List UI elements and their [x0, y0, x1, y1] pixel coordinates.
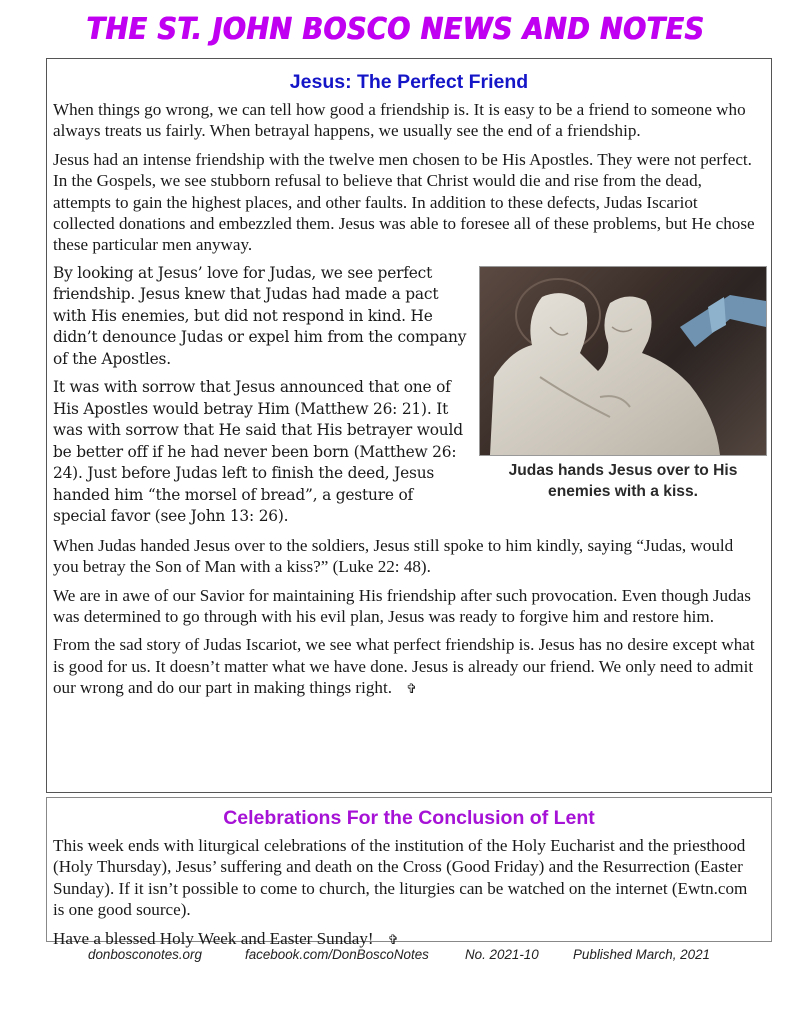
- paragraph: We are in awe of our Savior for maintaining His friendship after such provocation. Even though Judas was determined to go through with his evil plan, Jesus was ready to forgive him and restore him.: [53, 585, 751, 627]
- statue-photo: [479, 266, 767, 456]
- cross-icon: ✞: [387, 932, 399, 948]
- footer-published-date: Published March, 2021: [573, 947, 710, 962]
- paragraph: This week ends with liturgical celebrations of the institution of the Holy Eucharist and the priesthood (Holy Thursday), Jesus’ suffering and death on the Cross (Good Friday) and the Resurrection (Easter Sunday). If it isn’t possible to come to church, the liturgies can be watched on the internet (Ewtn.com is one good source).: [53, 836, 748, 920]
- footer-website-link[interactable]: donbosconotes.org: [88, 947, 202, 962]
- paragraph: When things go wrong, we can tell how good a friendship is. It is easy to be a friend to someone who always treats us fairly. When betrayal happens, we usually see the end of a friendship.: [53, 100, 746, 141]
- paragraph: Jesus had an intense friendship with the twelve men chosen to be His Apostles. They were not perfect. In the Gospels, we see stubborn refusal to believe that Christ would die and rise from the dead, attempts to gain the highest places, and other faults. In addition to these defects, Judas Iscariot collected donations and embezzled them. Jesus was able to foresee all of these problems, but He chose these particular men anyway.: [53, 149, 755, 255]
- paragraph-final: [47, 634, 771, 700]
- paragraph: By looking at Jesus’ love for Judas, we see perfect friendship. Jesus knew that Judas had made a pact with His enemies, but did not respond in kind. He didn’t denounce Judas or expel him from the company of the Apostles.: [53, 263, 467, 368]
- footer-facebook-link[interactable]: facebook.com/DonBoscoNotes: [245, 947, 429, 962]
- cross-icon: ✞: [405, 682, 417, 698]
- article-celebrations-lent: [46, 797, 772, 948]
- figure-caption: Judas hands Jesus over to His enemies with a kiss.: [508, 461, 738, 500]
- masthead-title: THE ST. JOHN BOSCO NEWS AND NOTES: [86, 12, 705, 47]
- text-with-figure: [47, 263, 771, 535]
- article-title: Jesus: The Perfect Friend: [289, 71, 529, 93]
- paragraph: It was with sorrow that Jesus announced that one of His Apostles would betray Him (Matthew 26: 21). It was with sorrow that He said that His betrayer would be better off if he had never been born (Matthew 26: 24). Just before Judas left to finish the deed, Jesus handed him “the morsel of bread”, a gesture of special favor (see John 13: 26).: [53, 378, 463, 526]
- paragraph: When Judas handed Jesus over to the soldiers, Jesus still spoke to him kindly, saying “Judas, would you betray the Son of Man with a kiss?” (Luke 22: 48).: [53, 535, 734, 577]
- statue-image-icon: [480, 267, 766, 455]
- footer-issue-number: No. 2021-10: [465, 947, 539, 962]
- figure: [479, 266, 767, 502]
- article-jesus-perfect-friend: [46, 58, 772, 793]
- article-title: Celebrations For the Conclusion of Lent: [223, 807, 595, 829]
- paragraph-text: Have a blessed Holy Week and Easter Sunday!: [53, 928, 374, 948]
- paragraph-text: From the sad story of Judas Iscariot, we see what perfect friendship is. Jesus has no desire except what is good for us. It doesn’t matter what we have done. Jesus is already our friend. We only need to admit our wrong and do our part in making things right.: [53, 635, 755, 698]
